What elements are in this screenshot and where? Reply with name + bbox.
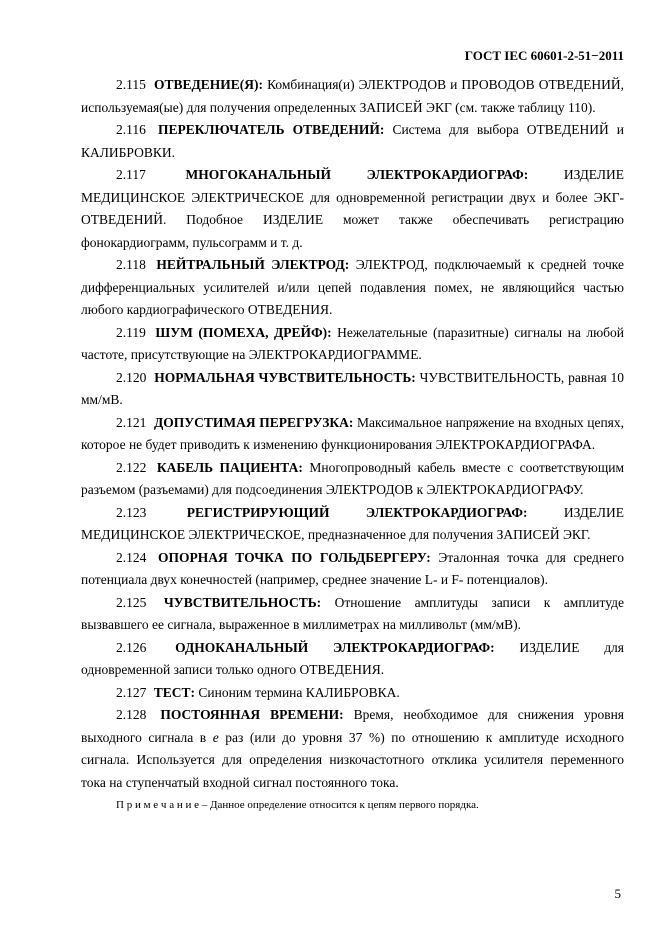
definition-term: РЕГИСТРИРУЮЩИЙ ЭЛЕКТРОКАРДИОГРАФ: [186,504,528,520]
definition-number: 2.118 [116,257,146,272]
definition-paragraph [81,367,624,412]
definition-number: 2.117 [116,167,146,182]
footnote: П р и м е ч а н и е – Данное определение относится к цепям первого порядка. [116,799,479,811]
definition-term: ОТВЕДЕНИЕ(Я): [153,77,263,92]
definition-paragraph [81,457,624,502]
definition-term: НОРМАЛЬНАЯ ЧУВСТВИТЕЛЬНОСТЬ: [154,369,416,385]
definition-text: Отношение амплитуды записи к амплитуде вызвавшего ее сигнала, выраженное в миллиметрах на милливольт (мм/мВ). [81,594,625,632]
definition-paragraph [81,412,624,457]
definition-term: ПЕРЕКЛЮЧАТЕЛЬ ОТВЕДЕНИЙ: [157,122,385,137]
definition-number: 2.127 [116,684,147,700]
definition-term: КАБЕЛЬ ПАЦИЕНТА: [156,459,303,475]
definition-term: ДОПУСТИМАЯ ПЕРЕГРУЗКА: [153,414,354,430]
definition-term: НЕЙТРАЛЬНЫЙ ЭЛЕКТРОД: [156,257,350,272]
definition-term: ПОСТОЯННАЯ ВРЕМЕНИ: [160,707,344,722]
definition-text: ИЗДЕЛИЕ МЕДИЦИНСКОЕ ЭЛЕКТРИЧЕСКОЕ, предназначенное для получения ЗАПИСЕЙ ЭКГ. [81,504,625,542]
definition-term: ОДНОКАНАЛЬНЫЙ ЭЛЕКТРОКАРДИОГРАФ: [175,639,495,655]
definition-text: Эталонная точка для среднего потенциала двух конечностей (например, среднее значение L- и F- потенциалов). [81,549,625,587]
definition-paragraph [81,322,624,367]
definition-text: Синоним термина КАЛИБРОВКА. [198,684,400,700]
definition-text: ЭЛЕКТРОД, подключаемый к средней точке дифференциальных усилителей и/или цепей подавления помех, не являющийся частью любого кардиографического ОТВЕДЕНИЯ. [81,257,625,317]
definition-paragraph [81,502,624,547]
definition-number: 2.125 [116,594,147,610]
definition-term: ЧУВСТВИТЕЛЬНОСТЬ: [163,594,322,610]
definition-number: 2.124 [116,549,147,565]
definition-number: 2.116 [116,122,146,137]
definition-text: Максимальное напряжение на входных цепях, которое не будет приводить к изменению функционирования ЭЛЕКТРОКАРДИОГРАФА. [81,414,625,452]
page-number: 5 [614,886,621,901]
definition-paragraph [81,682,624,705]
definition-paragraph [81,547,624,592]
definition-paragraph [81,164,624,254]
definition-term: ТЕСТ: [153,684,196,700]
definition-text: ИЗДЕЛИЕ для одновременной записи только одного ОТВЕДЕНИЯ. [81,639,625,677]
definition-number: 2.126 [116,639,147,655]
definition-number: 2.122 [116,459,147,475]
definition-term: ОПОРНАЯ ТОЧКА ПО ГОЛЬДБЕРГЕРУ: [157,549,431,565]
definition-paragraph [81,592,624,637]
definition-paragraph [81,704,624,794]
definition-number: 2.121 [116,414,147,430]
definition-term: МНОГОКАНАЛЬНЫЙ ЭЛЕКТРОКАРДИОГРАФ: [185,167,529,182]
definition-number: 2.120 [116,369,147,385]
definition-text: ИЗДЕЛИЕ МЕДИЦИНСКОЕ ЭЛЕКТРИЧЕСКОЕ для одновременной регистрации двух и более ЭКГ-ОТВЕДЕНИЙ. Подобное ИЗДЕЛИЕ может также обеспечивать регистрацию фонокардиограмм, пульсограмм и т. д. [81,167,625,250]
document-content [81,74,624,813]
definition-paragraph [81,74,624,119]
definition-text: Система для выбора ОТВЕДЕНИЙ и КАЛИБРОВКИ. [81,122,625,160]
definition-paragraph [81,637,624,682]
document-header-title: ГОСТ IEC 60601-2-51−2011 [464,48,624,63]
definition-text: Нежелательные (паразитные) сигналы на любой частоте, присутствующие на ЭЛЕКТРОКАРДИОГРАММЕ. [81,324,625,362]
definition-text: Время, необходимое для снижения уровня выходного сигнала в [81,707,625,745]
definition-text: Комбинация(и) ЭЛЕКТРОДОВ и ПРОВОДОВ ОТВЕДЕНИЙ, используемая(ые) для получения определенных ЗАПИСЕЙ ЭКГ (см. также таблицу 110). [81,77,625,115]
definition-text: ЧУВСТВИТЕЛЬНОСТЬ, равная 10 мм/мВ. [81,369,625,407]
definition-number: 2.128 [116,707,147,722]
definition-paragraph [81,119,624,164]
definition-text: раз (или до уровня 37 %) по отношению к амплитуде исходного сигнала. Используется для определения низкочастотного отклика усилителя переменного тока на ступенчатый входной сигнал постоянного тока. [81,729,625,790]
definition-italic-e: e [212,729,219,745]
definition-number: 2.119 [116,324,146,340]
definition-number: 2.123 [116,504,147,520]
definition-number: 2.115 [116,77,146,92]
definition-term: ШУМ (ПОМЕХА, ДРЕЙФ): [155,324,332,340]
definition-text: Многопроводный кабель вместе с соответствующим разъемом (разъемами) для подсоединения ЭЛЕКТРОДОВ к ЭЛЕКТРОКАРДИОГРАФУ. [81,459,625,497]
definition-paragraph [81,254,624,322]
